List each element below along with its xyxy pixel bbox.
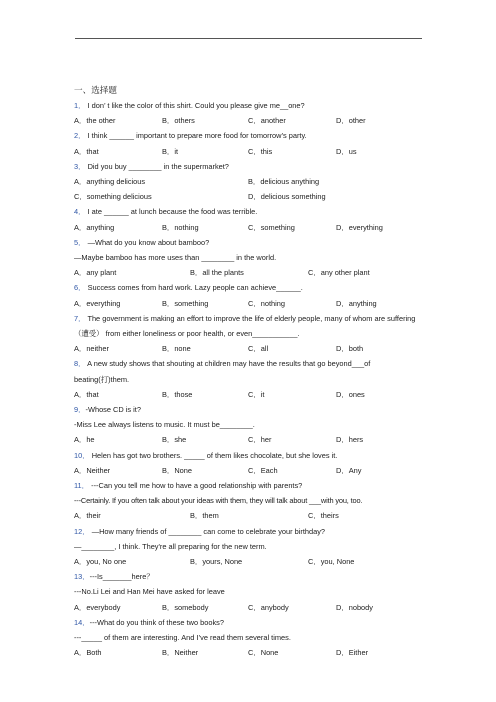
question-number: 14． bbox=[74, 617, 90, 627]
question-text: Success comes from hard work. Lazy people can achieve______. bbox=[87, 283, 303, 293]
option-c[interactable]: C．something delicious bbox=[74, 192, 152, 202]
options-row bbox=[74, 144, 424, 159]
question-text: Did you buy ________ in the supermarket? bbox=[87, 161, 229, 171]
option-d[interactable]: D．both bbox=[336, 344, 364, 354]
option-a[interactable]: A．Both bbox=[74, 648, 102, 658]
header-rule bbox=[75, 38, 422, 39]
option-d[interactable]: D．other bbox=[336, 116, 366, 126]
option-b[interactable]: B．she bbox=[162, 435, 187, 445]
option-a[interactable]: A．that bbox=[74, 146, 99, 156]
question-text-continued: ---Certainly. If you often talk about your ideas with them, they will talk about ___with you, too. bbox=[74, 496, 363, 506]
question-number: 5． bbox=[74, 237, 86, 247]
question-text: A new study shows that shouting at children may have the results that go beyond___of beating(打)them. bbox=[74, 359, 371, 384]
option-c[interactable]: C．you, None bbox=[308, 556, 355, 566]
question-number: 1． bbox=[74, 101, 86, 110]
question-1 bbox=[74, 98, 424, 113]
option-c[interactable]: C．all bbox=[248, 344, 269, 354]
option-b[interactable]: B．somebody bbox=[162, 602, 209, 612]
question-text: ---Can you tell me how to have a good relationship with parents? bbox=[91, 480, 303, 490]
question-13 bbox=[74, 569, 424, 584]
option-b[interactable]: B．none bbox=[162, 344, 191, 354]
option-a[interactable]: A．everybody bbox=[74, 602, 121, 612]
option-c[interactable]: C．theirs bbox=[308, 511, 339, 521]
options-row bbox=[74, 554, 424, 569]
question-text-continued: -Miss Lee always listens to music. It must be________. bbox=[74, 420, 255, 430]
option-b[interactable]: B．Neither bbox=[162, 648, 199, 658]
options-row bbox=[74, 463, 424, 478]
option-a[interactable]: A．he bbox=[74, 435, 95, 445]
option-a[interactable]: A．you, No one bbox=[74, 556, 127, 566]
option-a[interactable]: A．anything delicious bbox=[74, 176, 146, 186]
option-d[interactable]: D．delicious something bbox=[248, 192, 326, 202]
question-11 bbox=[74, 478, 424, 493]
question-12 bbox=[74, 524, 424, 539]
question-text: —What do you know about bamboo? bbox=[87, 237, 210, 247]
option-c[interactable]: C．anybody bbox=[248, 602, 289, 612]
option-a[interactable]: A．anything bbox=[74, 222, 115, 232]
question-number: 3． bbox=[74, 161, 86, 171]
question-text: —How many friends of ________ can come to celebrate your birthday? bbox=[91, 526, 326, 536]
option-d[interactable]: D．everything bbox=[336, 222, 383, 232]
question-text: ---Is_______here？ bbox=[89, 572, 154, 582]
option-c[interactable]: C．another bbox=[248, 116, 286, 126]
question-text: -Whose CD is it? bbox=[85, 404, 141, 414]
question-number: 12． bbox=[74, 526, 90, 536]
question-4 bbox=[74, 204, 424, 219]
options-row bbox=[74, 296, 424, 311]
question-text-continued: ---No.Li Lei and Han Mei have asked for leave bbox=[74, 587, 225, 597]
option-a[interactable]: A．that bbox=[74, 389, 99, 399]
question-number: 10． bbox=[74, 450, 90, 460]
question-text: I think ______ important to prepare more food for tomorrow’s party. bbox=[87, 131, 307, 141]
question-7 bbox=[74, 311, 424, 341]
question-text: I ate ______ at lunch because the food was terrible. bbox=[87, 207, 258, 217]
option-b[interactable]: B．yours, None bbox=[190, 556, 243, 566]
option-d[interactable]: D．us bbox=[336, 146, 357, 156]
question-9 bbox=[74, 402, 424, 417]
options-row bbox=[74, 113, 424, 128]
question-6 bbox=[74, 280, 424, 295]
question-8 bbox=[74, 356, 424, 386]
question-text-continued: ---_____ of them are interesting. And I’ve read them several times. bbox=[74, 632, 291, 642]
option-b[interactable]: B．it bbox=[162, 146, 179, 156]
options-row bbox=[74, 645, 424, 660]
option-a[interactable]: A．their bbox=[74, 511, 101, 521]
option-b[interactable]: B．all the plants bbox=[190, 268, 244, 278]
question-text: ---What do you think of these two books? bbox=[89, 617, 224, 627]
options-row bbox=[74, 174, 424, 189]
question-number: 13． bbox=[74, 572, 90, 582]
option-c[interactable]: C．her bbox=[248, 435, 272, 445]
option-d[interactable]: D．Either bbox=[336, 648, 369, 658]
question-number: 7． bbox=[74, 313, 86, 323]
question-number: 11． bbox=[74, 480, 90, 490]
option-d[interactable]: D．Any bbox=[336, 465, 362, 475]
question-14 bbox=[74, 615, 424, 630]
option-c[interactable]: C．any other plant bbox=[308, 268, 370, 278]
options-row bbox=[74, 432, 424, 447]
question-3 bbox=[74, 159, 424, 174]
section-title: 一、选择题 bbox=[74, 85, 117, 95]
option-c[interactable]: C．nothing bbox=[248, 298, 285, 308]
options-row bbox=[74, 508, 424, 523]
option-d[interactable]: D．nobody bbox=[336, 602, 373, 612]
option-c[interactable]: C．None bbox=[248, 648, 279, 658]
option-b[interactable]: B．those bbox=[162, 389, 193, 399]
option-d[interactable]: D．anything bbox=[336, 298, 377, 308]
question-text: Helen has got two brothers. _____ of them likes chocolate, but she loves it. bbox=[91, 450, 338, 460]
question-text-continued: —Maybe bamboo has more uses than ________ in the world. bbox=[74, 252, 277, 262]
option-c[interactable]: C．it bbox=[248, 389, 265, 399]
option-b[interactable]: B．delicious anything bbox=[248, 176, 320, 186]
question-text: The government is making an effort to improve the life of elderly people, many of whom are suffering（遭受） from either loneliness or poor health, or even___________. bbox=[74, 313, 416, 338]
question-number: 2． bbox=[74, 131, 86, 141]
option-b[interactable]: B．them bbox=[190, 511, 219, 521]
question-10 bbox=[74, 448, 424, 463]
option-a[interactable]: A．the other bbox=[74, 116, 116, 126]
document-body bbox=[74, 82, 424, 660]
option-d[interactable]: D．hers bbox=[336, 435, 364, 445]
option-d[interactable]: D．ones bbox=[336, 389, 365, 399]
option-b[interactable]: B．something bbox=[162, 298, 209, 308]
option-a[interactable]: A．Neither bbox=[74, 465, 111, 475]
option-a[interactable]: A．any plant bbox=[74, 268, 117, 278]
options-row bbox=[74, 189, 424, 204]
question-number: 8． bbox=[74, 359, 86, 369]
option-b[interactable]: B．None bbox=[162, 465, 192, 475]
question-number: 4． bbox=[74, 207, 86, 217]
option-b[interactable]: B．nothing bbox=[162, 222, 199, 232]
options-row bbox=[74, 265, 424, 280]
option-a[interactable]: A．neither bbox=[74, 344, 109, 354]
question-number: 6． bbox=[74, 283, 86, 293]
option-c[interactable]: C．this bbox=[248, 146, 273, 156]
question-text: I don’ t like the color of this shirt. Could you please give me__one? bbox=[87, 101, 305, 110]
options-row bbox=[74, 387, 424, 402]
question-2 bbox=[74, 128, 424, 143]
option-a[interactable]: A．everything bbox=[74, 298, 121, 308]
option-b[interactable]: B．others bbox=[162, 116, 195, 126]
options-row bbox=[74, 600, 424, 615]
option-c[interactable]: C．something bbox=[248, 222, 295, 232]
question-5 bbox=[74, 235, 424, 250]
options-row bbox=[74, 220, 424, 235]
question-number: 9． bbox=[74, 404, 86, 414]
question-text-continued: —________, I think. They're all preparing for the new term. bbox=[74, 541, 267, 551]
option-c[interactable]: C．Each bbox=[248, 465, 278, 475]
options-row bbox=[74, 341, 424, 356]
